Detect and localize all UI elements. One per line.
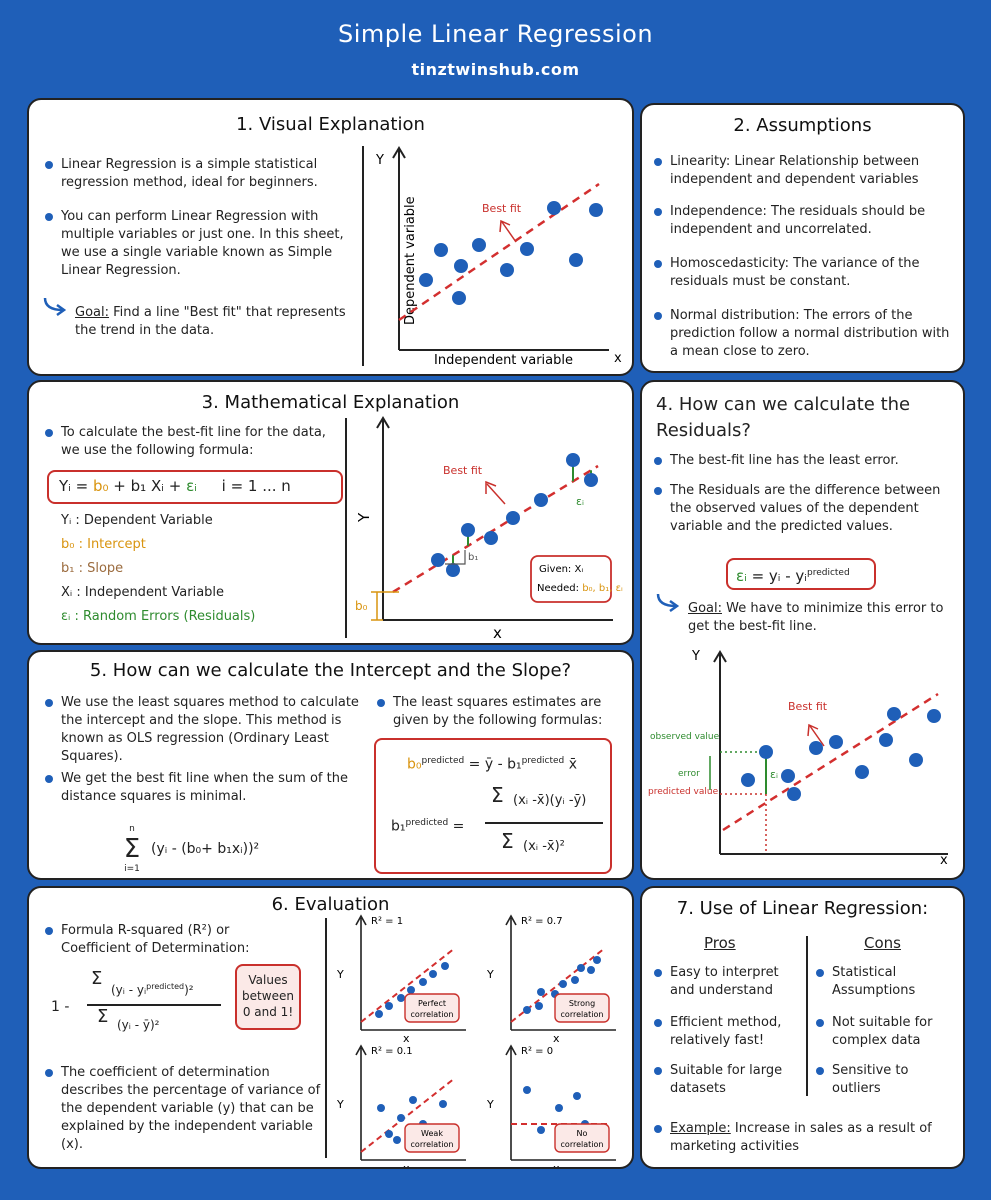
error-label: error: [678, 769, 700, 779]
legend-slope: b₁ : Slope: [61, 561, 124, 576]
sigma-symbol: Σ: [123, 834, 141, 864]
formula-error: εᵢ: [736, 567, 747, 585]
r2-denominator: (yᵢ - ȳ)²: [117, 1018, 160, 1032]
correlation-label: correlation: [410, 1140, 454, 1149]
data-point: [587, 966, 595, 974]
data-point: [547, 201, 561, 215]
data-point: [809, 741, 823, 755]
bullet-variables: You can perform Linear Regression with multiple variables or just one. In this sheet, we use a single variable known as Simple Linear Regression.: [61, 208, 361, 280]
data-point: [593, 956, 601, 964]
chart-residuals: [648, 644, 958, 868]
f1-b0: b₀: [407, 756, 422, 773]
divider: [362, 146, 364, 366]
r2-num-end: )²: [184, 983, 194, 997]
y-axis-letter: Y: [337, 1098, 344, 1111]
fraction-bar: [485, 822, 603, 824]
r2-numerator: [111, 978, 194, 999]
pro-item: Easy to interpret and understand: [670, 964, 798, 1000]
assumption-independence: Independence: The residuals should be independent and uncorrelated.: [670, 203, 955, 239]
data-point: [397, 1114, 405, 1122]
data-point: [419, 273, 433, 287]
data-point: [409, 1096, 417, 1104]
data-point: [506, 511, 520, 525]
formula-lhs: Yᵢ =: [59, 477, 89, 495]
chart-mathematical-explanation: [353, 410, 623, 640]
r2-chart: [486, 1046, 616, 1175]
data-point: [461, 523, 475, 537]
panel-use-of-linear-regression: [640, 886, 965, 1169]
x-axis-letter: x: [940, 853, 948, 868]
legend-independent: Xᵢ : Independent Variable: [61, 585, 225, 600]
goal-arrow-icon: [41, 296, 71, 316]
goal-arrow-icon: [654, 592, 684, 612]
x-axis-letter: x: [553, 1162, 560, 1175]
correlation-label: correlation: [560, 1140, 604, 1149]
f2-b1: b₁: [391, 818, 406, 835]
data-point: [589, 203, 603, 217]
r2-num: (yᵢ - yᵢ: [111, 983, 147, 997]
panel-title: 1. Visual Explanation: [236, 114, 425, 135]
panel-evaluation: [27, 886, 634, 1175]
con-item: Not suitable for complex data: [832, 1014, 956, 1050]
data-point: [375, 1010, 383, 1018]
data-point: [537, 1126, 545, 1134]
sigma-bottom: i=1: [124, 864, 140, 874]
x-axis-letter: x: [493, 624, 502, 642]
x-axis-letter: x: [403, 1162, 410, 1175]
correlation-label: Strong: [568, 999, 596, 1008]
r2-num-sigma: Σ: [91, 968, 103, 989]
panel-title: 6. Evaluation: [271, 894, 390, 915]
residual-formula: [736, 564, 850, 585]
data-point: [393, 1136, 401, 1144]
data-point: [759, 745, 773, 759]
best-fit-label: Best fit: [482, 202, 522, 215]
data-point: [385, 1130, 393, 1138]
r2-chart: [336, 1046, 466, 1175]
panel-visual-explanation: [27, 98, 634, 376]
data-point: [571, 976, 579, 984]
panel-assumptions: [640, 103, 965, 373]
data-point: [454, 259, 468, 273]
example-label: Example:: [670, 1121, 731, 1136]
assumption-normal-distribution: Normal distribution: The errors of the prediction follow a normal distribution with a mean close to zero.: [670, 307, 955, 361]
y-axis-letter: Y: [692, 649, 700, 664]
f1-rhs-sup: predicted: [521, 756, 565, 766]
correlation-label: correlation: [410, 1010, 454, 1019]
data-point: [472, 238, 486, 252]
panel-residuals: [640, 380, 965, 880]
best-fit-label: Best fit: [788, 700, 828, 713]
panel-title: 5. How can we calculate the Intercept and the Slope?: [89, 660, 572, 681]
data-point: [439, 1100, 447, 1108]
regression-formula: [59, 477, 291, 495]
data-point: [566, 453, 580, 467]
data-point: [569, 253, 583, 267]
x-axis-label: Independent variable: [434, 353, 573, 368]
slope-marker: b₁: [468, 552, 479, 563]
data-point: [377, 1104, 385, 1112]
r2-chart-grid: [331, 910, 631, 1175]
bullet-linear-regression: Linear Regression is a simple statistical regression method, ideal for beginners.: [61, 156, 361, 192]
data-point: [441, 962, 449, 970]
data-point: [781, 769, 795, 783]
data-point: [429, 970, 437, 978]
data-point: [787, 787, 801, 801]
f1-sup: predicted: [421, 756, 465, 766]
observed-label: observed value: [650, 732, 720, 742]
epsilon-marker: εᵢ: [770, 768, 778, 781]
pro-item: Suitable for large datasets: [670, 1062, 798, 1098]
data-point: [927, 709, 941, 723]
bullet-r-squared: Formula R-squared (R²) or Coefficient of Determination:: [61, 922, 301, 958]
chart-visual-explanation: [374, 140, 622, 370]
correlation-label: Weak: [421, 1129, 443, 1138]
data-point: [584, 473, 598, 487]
needed-text: Needed: b₀, b₁, εᵢ: [537, 583, 623, 594]
r2-den-sigma: Σ: [97, 1006, 109, 1027]
formula-slope-term: b₁ Xᵢ: [130, 477, 164, 495]
data-point: [559, 980, 567, 988]
formula-rhs: = yᵢ - yᵢ: [751, 567, 807, 585]
sum-sigma: [117, 822, 147, 876]
r2-chart: [336, 916, 466, 1045]
data-point: [879, 733, 893, 747]
r2-one-minus: 1 -: [51, 999, 70, 1015]
goal-label: Goal:: [688, 601, 722, 616]
slope-sigma-bottom: Σ: [501, 829, 514, 853]
bullet-sum-squares: We get the best fit line when the sum of the distance squares is minimal.: [61, 770, 361, 806]
slope-formula-lhs: [391, 814, 464, 836]
legend-intercept: b₀ : Intercept: [61, 537, 146, 552]
divider: [345, 418, 347, 638]
data-point: [909, 753, 923, 767]
data-point: [407, 986, 415, 994]
legend-residuals: εᵢ : Random Errors (Residuals): [61, 609, 256, 624]
bullet-residuals-definition: The Residuals are the difference between the observed values of the dependent variable and the predicted values.: [670, 482, 950, 536]
data-point: [484, 531, 498, 545]
y-axis-letter: Y: [355, 512, 373, 522]
best-fit-label: Best fit: [443, 464, 483, 477]
data-point: [452, 291, 466, 305]
x-axis-letter: x: [614, 351, 622, 366]
pros-title: Pros: [704, 934, 736, 952]
data-point: [523, 1006, 531, 1014]
panel-title: 4. How can we calculate the Residuals?: [656, 394, 911, 441]
formula-plus: +: [113, 477, 126, 495]
sheet-title: Simple Linear Regression: [337, 20, 654, 48]
data-point: [520, 242, 534, 256]
f2-eq: =: [452, 818, 465, 835]
data-point: [434, 243, 448, 257]
slope-sigma-top: Σ: [491, 783, 504, 807]
r2-value: R² = 0.7: [521, 916, 563, 927]
con-item: Statistical Assumptions: [832, 964, 956, 1000]
legend-dependent: Yᵢ : Dependent Variable: [61, 513, 213, 528]
data-point: [446, 563, 460, 577]
r2-value: R² = 0.1: [371, 1046, 413, 1057]
r2-value: R² = 1: [371, 916, 404, 927]
sigma-top: n: [129, 824, 135, 834]
divider: [806, 936, 808, 1096]
intercept-formula: [407, 752, 577, 774]
sheet-subtitle: tinztwinshub.com: [411, 60, 580, 79]
f1-xbar: x̄: [568, 756, 578, 773]
goal-label: Goal:: [75, 305, 109, 320]
y-axis-letter: Y: [376, 153, 384, 168]
given-text: Given: Xᵢ: [539, 564, 584, 575]
goal-block: [688, 600, 956, 636]
slope-numerator: (xᵢ -x̄)(yᵢ -ȳ): [513, 793, 587, 808]
f1-rhs: = ȳ - b₁: [468, 756, 522, 773]
bullet-least-squares: We use the least squares method to calculate the intercept and the slope. This method is known as OLS regression (Ordinary Least Squares).: [61, 694, 361, 766]
assumption-homoscedasticity: Homoscedasticity: The variance of the residuals must be constant.: [670, 255, 955, 291]
formula-error: εᵢ: [186, 477, 197, 495]
values-note: Values between 0 and 1!: [242, 973, 294, 1019]
formula-intercept: b₀: [92, 477, 109, 495]
x-axis-letter: x: [553, 1032, 560, 1045]
y-axis-letter: Y: [337, 968, 344, 981]
data-point: [500, 263, 514, 277]
goal-block: [75, 304, 355, 340]
data-point: [577, 964, 585, 972]
predicted-label: predicted value: [648, 787, 719, 797]
example-block: [670, 1120, 960, 1156]
y-axis-label: Dependent variable: [403, 196, 418, 325]
panel-intercept-slope: [27, 650, 634, 880]
goal-text: Find a line "Best fit" that represents the trend in the data.: [75, 305, 346, 338]
r2-value: R² = 0: [521, 1046, 554, 1057]
r2-chart: [486, 916, 616, 1045]
correlation-label: Perfect: [417, 999, 447, 1008]
panel-title: 3. Mathematical Explanation: [201, 392, 460, 413]
slope-denominator: (xᵢ -x̄)²: [523, 839, 565, 854]
data-point: [419, 978, 427, 986]
divider: [325, 918, 327, 1158]
data-point: [855, 765, 869, 779]
cons-title: Cons: [864, 934, 901, 952]
y-axis-letter: Y: [487, 968, 494, 981]
example-text: Increase in sales as a result of marketing activities: [670, 1121, 932, 1154]
data-point: [535, 1002, 543, 1010]
panel-mathematical-explanation: [27, 380, 634, 645]
correlation-label: correlation: [560, 1010, 604, 1019]
epsilon-marker: εᵢ: [576, 495, 584, 508]
data-point: [431, 553, 445, 567]
data-point: [573, 1092, 581, 1100]
data-point: [534, 493, 548, 507]
y-axis-letter: Y: [487, 1098, 494, 1111]
data-point: [887, 707, 901, 721]
data-point: [555, 1104, 563, 1112]
formula-plus: +: [168, 477, 182, 495]
r2-num-sup: predicted: [146, 982, 185, 991]
panel-title: 2. Assumptions: [733, 115, 872, 136]
intercept-marker: b₀: [355, 599, 368, 613]
panel-title: 7. Use of Linear Regression:: [676, 898, 929, 919]
bullet-coefficient: The coefficient of determination describes the percentage of variance of the dependent variable (y) that can be explained by the independent variable (x).: [61, 1065, 321, 1152]
bullet-formula-intro: To calculate the best-fit line for the data, we use the following formula:: [61, 424, 341, 460]
assumption-linearity: Linearity: Linear Relationship between independent and dependent variables: [670, 153, 955, 189]
x-axis-letter: x: [403, 1032, 410, 1045]
correlation-label: No: [576, 1129, 588, 1138]
data-point: [397, 994, 405, 1002]
formula-range: i = 1 ... n: [221, 477, 291, 495]
formula-sup: predicted: [806, 568, 850, 578]
data-points: [419, 201, 603, 305]
f2-sup: predicted: [405, 818, 449, 828]
data-point: [523, 1086, 531, 1094]
sum-expression: (yᵢ - (b₀+ b₁xᵢ))²: [151, 841, 260, 857]
pro-item: Efficient method, relatively fast!: [670, 1014, 798, 1050]
bullet-estimates: The least squares estimates are given by the following formulas:: [393, 694, 623, 730]
goal-text: We have to minimize this error to get the best-fit line.: [688, 601, 944, 634]
data-point: [385, 1002, 393, 1010]
data-point: [829, 735, 843, 749]
data-point: [537, 988, 545, 996]
data-point: [741, 773, 755, 787]
con-item: Sensitive to outliers: [832, 1062, 956, 1098]
bullet-least-error: The best-fit line has the least error.: [670, 452, 955, 470]
